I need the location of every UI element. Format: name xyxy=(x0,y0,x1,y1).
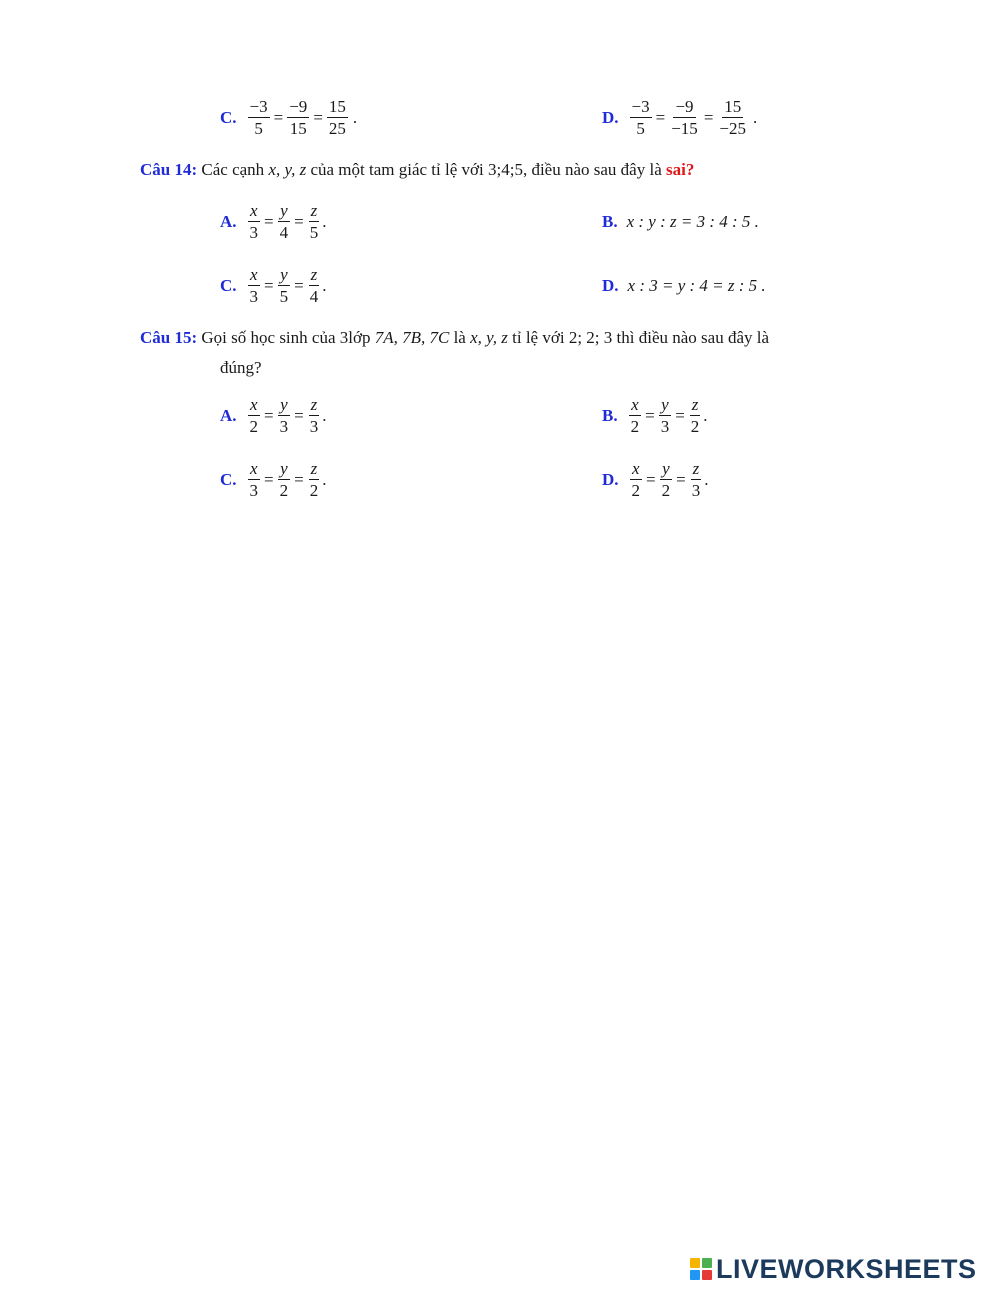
fraction: $\frac{x}{3}$ xyxy=(249,200,259,242)
liveworksheets-logo xyxy=(690,1252,977,1286)
q14-option-a: A. $\frac{x}{3}$ = $\frac{y}{4}$ = $\frac{z}{5}$ . xyxy=(220,200,327,242)
q13-option-c: C. $\frac{-3}{5}$ = $\frac{-9}{15}$ = $\frac{15}{25}$ . xyxy=(220,96,358,138)
logo-tile xyxy=(690,1258,700,1268)
fraction: $\frac{x}{3}$ xyxy=(249,458,259,500)
q15-option-c: C. $\frac{x}{3}$ = $\frac{y}{2}$ = $\frac{z}{2}$ . xyxy=(220,458,327,500)
q14-option-d: D. x : 3 = y : 4 = z : 5 . xyxy=(602,276,766,295)
option-label: D. xyxy=(602,108,619,127)
fraction: $\frac{-9}{-15}$ xyxy=(671,96,698,138)
logo-tile xyxy=(702,1270,712,1280)
q13-option-d: D. $\frac{-3}{5}$ = $\frac{-9}{-15}$ = $\frac{15}{-25}$ . xyxy=(602,96,758,138)
ratio-expression: x : y : z = 3 : 4 : 5 . xyxy=(626,212,759,231)
logo-text: LIVEWORKSHEETS xyxy=(716,1253,977,1284)
question-number: Câu 15: xyxy=(140,328,198,347)
fraction: $\frac{y}{3}$ xyxy=(279,394,289,436)
q15-option-d: D. $\frac{x}{2}$ = $\frac{y}{2}$ = $\frac{z}{3}$ . xyxy=(602,458,709,500)
q14-question: Câu 14: Các cạnh x, y, z của một tam giác tỉ lệ với 3;4;5, điều nào sau đây là sai? xyxy=(140,160,695,179)
fraction: $\frac{z}{4}$ xyxy=(309,264,319,306)
fraction: $\frac{x}{2}$ xyxy=(630,394,640,436)
fraction: $\frac{y}{4}$ xyxy=(279,200,289,242)
fraction: $\frac{15}{25}$ xyxy=(328,96,346,138)
q14-option-b: B. x : y : z = 3 : 4 : 5 . xyxy=(602,212,759,231)
logo-mark-icon xyxy=(690,1258,712,1280)
fraction: $\frac{-3}{5}$ xyxy=(249,96,268,138)
fraction: $\frac{y}{2}$ xyxy=(279,458,289,500)
fraction: $\frac{-9}{15}$ xyxy=(289,96,308,138)
fraction: $\frac{x}{2}$ xyxy=(631,458,641,500)
logo-tile xyxy=(702,1258,712,1268)
q15-question-cont: đúng? xyxy=(220,358,262,377)
fraction: $\frac{15}{-25}$ xyxy=(719,96,746,138)
question-number: Câu 14: xyxy=(140,160,198,179)
q15-option-b: B. $\frac{x}{2}$ = $\frac{y}{3}$ = $\frac{z}{2}$ . xyxy=(602,394,708,436)
emphasis-word: sai? xyxy=(666,160,695,179)
fraction: $\frac{z}{3}$ xyxy=(691,458,701,500)
fraction: $\frac{z}{2}$ xyxy=(690,394,700,436)
fraction: $\frac{x}{2}$ xyxy=(249,394,259,436)
fraction: $\frac{y}{2}$ xyxy=(661,458,671,500)
fraction: $\frac{y}{3}$ xyxy=(660,394,670,436)
fraction: $\frac{-3}{5}$ xyxy=(631,96,650,138)
fraction: $\frac{x}{3}$ xyxy=(249,264,259,306)
q15-question: Câu 15: Gọi số học sinh của 3lớp 7A, 7B, 7C là x, y, z tỉ lệ với 2; 2; 3 thì điều nào sau đây là xyxy=(140,328,770,347)
fraction: $\frac{z}{5}$ xyxy=(309,200,319,242)
q15-option-a: A. $\frac{x}{2}$ = $\frac{y}{3}$ = $\frac{z}{3}$ . xyxy=(220,394,327,436)
ratio-expression: x : 3 = y : 4 = z : 5 . xyxy=(627,276,766,295)
logo-tile xyxy=(690,1270,700,1280)
fraction: $\frac{y}{5}$ xyxy=(279,264,289,306)
q14-option-c: C. $\frac{x}{3}$ = $\frac{y}{5}$ = $\frac{z}{4}$ . xyxy=(220,264,327,306)
option-label: C. xyxy=(220,108,237,127)
fraction: $\frac{z}{3}$ xyxy=(309,394,319,436)
fraction: $\frac{z}{2}$ xyxy=(309,458,319,500)
